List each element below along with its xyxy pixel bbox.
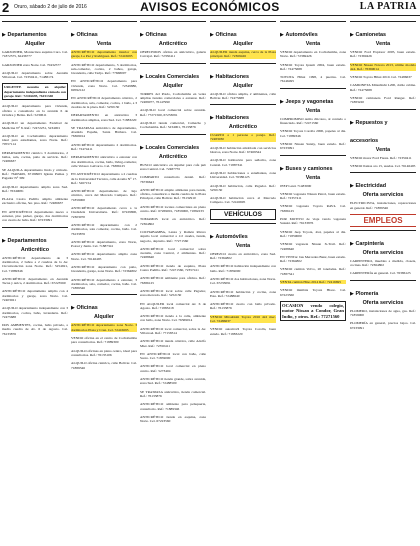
classified-ad: ANTICRÉTICO local comercial sobre avenida, zona Central, 2 ambientes. Ref.: 72488640 [140, 246, 206, 260]
classified-ad: ELECTRICISTA, instalaciones, reparaciones en general. Ref.: 71889346 [350, 201, 416, 210]
section-title: Repuestos y accesorios [350, 119, 388, 144]
classified-ad: DEPARTAMENTO en anticrético 3 dormitorios amplios, zona Sud. Cel. 71883220 [71, 113, 137, 122]
classified-ad: EN ANTICRÉTICO departamento nuevo a estrenar, piso parket, garaje, dos dormitorios con cuarto de baño. Ref.: 67233091 [2, 209, 68, 223]
classified-ad: ANTICRÉTICO locales comerciales en pleno centro. Ref.: 67269001, 71859000, 71882233 [140, 204, 206, 214]
classified-ad: ANTICRÉTICO departamento interior con garaje, La Paz y Rodríguez. Ref.: 72416695 [71, 50, 137, 59]
classified-ad: EN ANTICRÉTICO departamento céntrico, 2 dormitorios, sala, comedor, cocina, 1 baño, a 3 cuadras de la plaza. Ref.: 5250130 [71, 96, 137, 109]
section-heading [140, 63, 206, 89]
section-title: Automóviles [215, 233, 248, 240]
classified-ad: DOS AMBIENTES, cocina, baño privado, a media cuadra de Av. 6 de Agosto. Cel. 76133876 [2, 323, 68, 336]
classified-ad: VENDO departamento en Cochabamba, zona Norte. Ref.: 72369426 [280, 50, 346, 59]
section-title-row [280, 90, 346, 108]
classified-ad: ANTICRÉTICO amplio ambiente para tienda, oficina, consultorio a media cuadra de la Plaza Principal, calle Bolívar. Ref.: 76132910 [140, 187, 206, 201]
section-title: Habitaciones [215, 115, 249, 122]
classified-ad: VENDO vagoneta Nissan X-Trail. Ref.: 72488640 [280, 242, 346, 251]
section-subtitle: Alquiler [24, 41, 46, 47]
classified-ad: ANTICRÉTICO local comercial en pleno centro. Ref.: 5273404 [140, 364, 206, 373]
arrow-icon: ▶ [350, 240, 356, 247]
classified-ad: DEPARTAMENTO anticrético a estrenar con dos dormitorios, cocina, baño, living-comedor, calle Velasco Galvarro. Cel. 76386125 [71, 155, 137, 168]
classified-ad: ALQUILO habitaciones a estudiantes, zona Universidad. Cel. 76386125 [210, 170, 276, 180]
classified-ad: ALQUILO en Cochabamba departamento ideal para estudiantes, zona Norte. Ref.: 70557114 [2, 133, 68, 147]
section-title: Locales Comerciales [145, 73, 200, 80]
classified-ad: SE TRASPASA anticrético de departamento, Avenida España, Santa Bárbara. Cel. 76369014 [71, 125, 137, 139]
section-title: Automóviles [285, 32, 318, 38]
classified-ad: ANTICRÉTICO departamento, zona Norte, Potosí y Junín. Cel. 71887341 [71, 239, 137, 249]
classified-ad: OFREZCO cuarto en anticrético, zona Sud. Ref.: 72364802 [210, 251, 276, 261]
column-3 [140, 19, 206, 543]
section-title-row [2, 229, 68, 247]
classified-ad: VENDO Ford Explorer 2005, buen estado. Ref.: 72369426 [350, 50, 416, 59]
section-heading [210, 63, 276, 89]
section-heading [71, 294, 137, 320]
arrow-icon: ▶ [350, 119, 356, 126]
classified-ad: COMPROMISO Arma chicoteo, al contado o financiado. Ref.: 72471560 [280, 116, 346, 126]
classified-ad: ANTICRÉTICO local sobre calle Pagador, zona mercado. Ref.: 5252130 [140, 288, 206, 298]
newspaper-brand: LA PATRIA [359, 1, 417, 12]
section-title-row [350, 282, 416, 300]
section-subtitle: Anticrético [228, 124, 258, 131]
classified-ad: ANTICRÉTICO departamento con 2 dormitorios, sala comedor, cocina, baño. Cel. 76133876 [71, 222, 137, 236]
classified-ad: EN ALQUILER local comercial Av. 6 de Agosto. Ref.: 71883218 [140, 301, 206, 310]
section-heading [350, 280, 416, 306]
section-title: Camionetas [355, 32, 386, 38]
classified-ad: VENDO Nissan Sunny, buen estado. Ref.: 67233091 [280, 141, 346, 151]
classified-ad: ALQUILO tienda comercial, Camacho y Cochabamba. Ref.: 5234001, 76133876 [140, 121, 206, 130]
section-heading [140, 21, 206, 47]
column-4 [210, 19, 276, 543]
classified-ad: ANTICRÉTICO tienda a la calle, ambiente con baño, zona Norte. Cel. 76369014 [140, 314, 206, 323]
classified-ad: PLOMERO, instalaciones de agua, gas. Ref.: 71859000 [350, 308, 416, 318]
section-title-row [140, 65, 206, 83]
section-title: Oficinas [76, 305, 98, 312]
section-heading [280, 21, 346, 47]
classified-ad: ANTICRÉTICO departamento cerca a la Ciudadela Universitaria. Ref.: 67229800, 72303070 [71, 206, 137, 219]
classified-ad: VENDO Mitsubishi Toyota 2016 4x2 mec. Cel. 72486637 [210, 314, 276, 324]
classified-ad: SE ALQUILA departamento lindo y cómodo. Ref.: 76465469, 67199903 Iglesia Pumas y Pagador N° 309 [2, 167, 68, 181]
section-subtitle: Venta [305, 41, 321, 47]
arrow-icon: ▶ [280, 98, 286, 105]
section-title-row [210, 106, 276, 124]
classified-ad: ALQUILO oficina céntrica, calle Bolívar. Cel. 71889346 [71, 361, 137, 370]
classified-ad: VENDO motor Ford Fiesta. Ref.: 72350411 [350, 155, 412, 160]
classified-ad: ANTICRÉTICO ambiente para peluquería, consultorio. Ref.: 71889346 [140, 402, 206, 411]
page-title: AVISOS ECONÓMICOS [140, 0, 280, 14]
section-subtitle: Venta [235, 242, 251, 249]
arrow-icon: ▶ [140, 73, 146, 80]
classified-ad: ANTICRÉTICO local comercial, sobre la Av. Villarroel. Ref.: 77158314 [140, 326, 206, 335]
section-title: Departamentos [7, 237, 47, 244]
classified-ad: POR MOTIVO de viaje vendo vagoneta Suzuki. Ref.: 76133876 [280, 217, 346, 226]
classified-ad: ALQUILO departamento para vivienda, oficina o consultorio en la avenida 6 de Octubre y Belzu. Ref.: 5230611 [2, 104, 68, 117]
arrow-icon: ▶ [140, 32, 146, 38]
classified-ad: ANTICRÉTICO ambiente para oficina. Ref.: 76386125 [140, 276, 206, 285]
classified-ad: SE TRASPASA anticrético, tienda comercial. Ref.: 76133876 [140, 389, 206, 398]
section-title-row [350, 174, 416, 192]
arrow-icon: ▶ [140, 144, 146, 151]
page-number: 2 [2, 0, 10, 15]
classified-ad: PLOMERÍA en general, precios bajos. Cel. 67233091 [350, 321, 416, 330]
arrow-icon: ▶ [350, 32, 356, 38]
classified-ad: ANTICRÉTICO departamento con patio, lavandería, garaje, zona Norte. Ref.: 72364802 [71, 264, 137, 274]
section-subtitle: Alquiler [93, 314, 115, 321]
arrow-icon: ▶ [350, 183, 356, 190]
section-subtitle: Alquiler [232, 82, 254, 89]
classified-ad: VENDO oficina en el centro de Cochabamba para consultorios. Ref.: 71889300 [71, 336, 137, 345]
section-title-row [350, 232, 416, 250]
classified-ad: ALQUILO habitación cerca al Mercado Campero. Cel. 72416695 [210, 196, 276, 205]
arrow-icon: ▶ [71, 32, 77, 38]
classified-ad: ALQUILO habitación para señorita, zona Central. Cel. 71887341 [210, 158, 276, 167]
classified-ad: VENDO Toyota Hilux 2010. Cel. 72486637 [350, 75, 412, 80]
section-title: Departamentos [7, 32, 47, 38]
classified-ad: CARPINTERÍA en general. Cel. 76386125 [350, 271, 411, 276]
classified-ad: COMPARTO consultorio dental. Ref.: 76736643 [140, 175, 206, 184]
classified-ad: URGENTE necesito en alquiler departamento independiente cómodo con garaje. Ref.: 72416695, 76151340 [2, 83, 68, 100]
section-title: Oficinas [145, 32, 167, 38]
section-subtitle: Oferta servicios [362, 192, 404, 199]
section-title-row [280, 23, 346, 41]
classified-ad: ALQUILO departamento independiente con 3 dormitorios, cocina, baño, lavandería. Ref.: 72475688 [2, 306, 68, 319]
section-title-row [350, 111, 416, 147]
classified-ad: ANTICRÉTICO departamento zona Norte. 3 dormitorios Plaza y Cruz. Cel. 72416695 [71, 323, 137, 332]
section-heading [210, 21, 276, 47]
classified-ad: PLAZA Castro Padilla amplio ambiente exclusivo oficina, 3er. piso. Ref.: 72486637 [2, 197, 68, 206]
section-title-row [71, 23, 137, 41]
section-subtitle: Anticrético [20, 246, 50, 253]
section-title-row [71, 296, 137, 314]
section-subtitle: Venta [375, 41, 391, 47]
page-date: Oruro, sábado 2 de julio de 2016 [14, 4, 87, 10]
arrow-icon: ▶ [350, 290, 356, 297]
featured-ad: OCASION vendo colegio, motor Nissan a Condor, Gran Indio, y otros. Ref.: 77271560 [280, 301, 346, 321]
section-title: Carpintería [355, 240, 384, 247]
section-subtitle: Alquiler [232, 41, 254, 47]
classified-ad: EN ANTICRÉTICO departamento a 2 cuadras de la Universidad Técnica, calle Aroma N° 17. Ref.: 5267154 [71, 172, 137, 185]
classified-ad: ANTICRÉTICO departamento 2 dormitorios. Ref.: 72474411 [71, 142, 137, 152]
classified-ad: ANTICRÉTICO departamento en Avenida Tacna y Arica, 2 dormitorios. Ref.: 67223560 [2, 276, 68, 286]
section-subtitle: Oferta servicios [362, 299, 404, 306]
section-title: Jeeps y vagonetas [285, 98, 334, 105]
classified-ad: ANTICRÉTICO cuarto con baño privado. Ref.: 76133876 [210, 302, 276, 311]
section-heading [210, 104, 276, 130]
section-title-row [140, 23, 206, 41]
section-subtitle: Venta [305, 174, 321, 181]
classified-ad: VENDO automóvil Toyota Corolla, buen estado. Ref.: 71883220 [210, 327, 276, 336]
classified-ad: ANTICRÉTICO tienda de esquina, Plaza Castro Padilla. Ref.: 72471560, 72357411 [140, 263, 206, 273]
classified-ad: ANTICRÉTICO departamento amplio zona Norte. Cel. 76146495 [71, 252, 137, 261]
classified-ad: BUSCO anticrético en alquiler para cafe pub zona Central. Cel. 72487755 [140, 162, 206, 171]
classified-ad: ALQUILO local comercial sobre avenida. Ref.: 77271560, 67233091 [140, 108, 206, 117]
classified-ad: ALQUILO habitación amoblada con servicios básicos, zona Norte. Ref.: 67469344 [210, 145, 276, 155]
section-subtitle: Venta [305, 107, 321, 114]
classified-ad: VENDO Toyota Ipsum 2004, buen estado. Ref.: 72475688 [280, 62, 346, 71]
classified-ad: ANTICRÉTICO tienda grande, sobre avenida, zona Sud. Ref.: 72488500 [140, 377, 206, 386]
classified-ad: ALQUILO un departamento Facultad de Medicina N° 8. Ref.: 72472231, 5234001 [2, 121, 68, 130]
column-5 [280, 19, 346, 543]
section-title-row [210, 23, 276, 41]
classified-ad: ANTICRÉTICO departamento de lujo céntrico, cerca del Mercado Campero. Ref.: 71859000 [71, 189, 137, 202]
section-subtitle: Alquiler [162, 82, 184, 89]
classified-ad: VENDO minibús Toyota Hiace. Cel. 67223560 [280, 288, 346, 297]
classified-ad: EN ANTICRÉTICO local con baño, calle Sucre. Cel. 71859000 [140, 351, 206, 361]
classified-ad: TORRES del Prado, Cochabamba en venta amplias tiendas comerciales a estrenar. Ref.: 72489077, 76147990 [140, 91, 206, 105]
classified-ad: CARPINTERO, muebles a medida, closets, cocinas. Ref.: 72364802 [350, 258, 416, 268]
empleos-banner: EMPLEOS [350, 214, 416, 227]
section-heading [2, 21, 68, 47]
arrow-icon: ▶ [210, 73, 216, 80]
classified-ad: GARZONIER zona Norte. Cel. 70432577 [2, 62, 61, 67]
classified-ad: VENDO Toyota Corolla 2000, papeles al día. Cel. 71889346 [280, 129, 346, 138]
classified-ad: ANTICRÉTICO tienda céntrica, calle Adolfo Mier. Ref.: 72350411 [140, 339, 206, 348]
section-title-row [210, 225, 276, 243]
classified-ad: COCHABAMBA, Lanza y Ramón Rivero alquilo local comercial a 1/2 cuadra, tienda, negocio, depósito. Ref.: 77271560 [140, 229, 206, 243]
section-title-row [210, 65, 276, 83]
classified-ad: GARZONIER, Montecinos esquina Caro. Cel. 71872575, 62436777 [2, 50, 68, 59]
arrow-icon: ▶ [280, 32, 286, 38]
section-subtitle: Venta [96, 41, 112, 47]
section-subtitle: Venta [375, 146, 391, 153]
classified-ad: VENDO Nissan Navara 2013, ultimo modelo 4x4. Ref.: 76369014 [350, 62, 416, 71]
classified-ad: ANTICRÉTICO habitación independiente con baño. Ref.: 71859000 [210, 264, 276, 273]
arrow-icon: ▶ [210, 233, 216, 240]
section-subtitle: Anticrético [158, 153, 188, 160]
classified-ad: ANTICRÉTICO tienda en esquina, zona Norte. Cel. 67223560 [140, 414, 206, 424]
classified-ad: ALQUILO oficina amplia, 2 ambientes, calle Bolívar. Ref.: 72475688 [210, 91, 276, 100]
section-title-row [280, 157, 346, 175]
section-title-row [350, 23, 416, 41]
classified-ad: EN VENTA: bus Mercedes Benz, buen estado. Ref.: 72364802 [280, 254, 346, 264]
section-subtitle: Anticrético [158, 41, 188, 47]
classified-ad: ANTICRÉTICO departamento, 3 dormitorios, sala-comedor, cocina, 2 baños, garaje, lavandería, calle Tarija. Ref.: 77668007 [71, 62, 137, 76]
section-heading [280, 88, 346, 114]
arrow-icon: ▶ [210, 115, 216, 122]
section-title-row [140, 136, 206, 154]
classified-ad: ALQUILO habitación, calle Pagador. Ref.: 5250130 [210, 183, 276, 192]
section-heading [350, 109, 416, 153]
section-title: Locales Comerciales [145, 144, 200, 151]
arrow-icon: ▶ [2, 32, 8, 38]
classified-ad: ALQUILO departamento sobre Avenida Villarroel. Cel. 72350411, 71488174 [2, 70, 68, 80]
classified-ad: VENTA camión Hino 2014 Ref.: 72416695 [280, 280, 346, 284]
section-title: Habitaciones [215, 73, 249, 80]
classified-ad: ANTICRÉTICO habitación y cocina, zona Este. Ref.: 72488640 [210, 289, 276, 298]
arrow-icon: ▶ [210, 32, 216, 38]
section-heading [350, 21, 416, 47]
vehiculos-banner: VEHÍCULOS [210, 209, 276, 220]
classified-ad: VENDO camioneta Ford Ranger. Ref.: 71883220 [350, 96, 416, 105]
column-1 [2, 19, 68, 543]
section-subtitle: Oferta servicios [362, 249, 404, 256]
arrow-icon: ▶ [280, 165, 286, 172]
section-title: Plomería [355, 290, 379, 297]
classified-ad: TOMAMOS local en anticrético. Ref.: 72364802 [140, 217, 206, 226]
classified-ad: DEPARTAMENTO céntrico 3 dormitorios, 2 baños, sala, cocina, patio de servicio. Ref.: 72486637 [2, 150, 68, 164]
section-title-row [2, 23, 68, 41]
classified-ad: VENDO llantas aro 15, usadas. Cel. 76146495 [350, 163, 416, 168]
classified-ad: CAMIONETA Mitsubishi L200, doble cabina. Ref.: 72475688 [350, 83, 416, 92]
section-title: Oficinas [76, 32, 98, 38]
classified-ad: ANTICRÉTICO departamento a estrenar, 3 dormitorios, sala, comedor, cocina, baño. Cel. 71889346 [71, 277, 137, 291]
classified-ad: ANTICRÉTICO departamento de 3 dormitorios, 2 baños a 2 cuadras de la Av. Circunvalación zona Norte. Ref.: 5254921, Cel. 71889346 [2, 255, 68, 273]
section-heading [71, 21, 137, 47]
classified-ad: ANTICRÉTICO departamento amplio con 4 dormitorios y garaje, zona Norte. Cel. 72403021 [2, 289, 68, 302]
classified-ad: VENDO camión Volvo, 20 toneladas. Ref.: 71887341 [280, 267, 346, 276]
classified-ad: EN ANTICRÉTICO departamento para vivienda, zona Norte. Cel. 72349880, 69592122 [71, 79, 137, 93]
classified-ad: CUARTO a 1 persona o pareja. Ref.: 72483030 [210, 133, 276, 142]
classified-ad: ANTICRÉTICO dos habitaciones, zona Norte. Cel. 67233091 [210, 276, 276, 286]
classified-ad: ALQUILO oficinas en pleno centro, ideal para consultorios. Ref.: 76135106 [71, 348, 137, 357]
classified-ad: VENDO Jeep Toyota, 4x4, papeles al día. Ref.: 71859000 [280, 229, 346, 238]
column-6 [350, 19, 416, 543]
section-title: Buses y camiones [285, 165, 333, 172]
classified-ad: OFRECEMOS oficina en anticrético, galería Carvajal. Ref.: 72350411 [140, 50, 206, 59]
page-header [0, 0, 420, 16]
classified-ad: JEEP Land. 71483000 [280, 183, 312, 188]
section-heading [2, 227, 68, 253]
section-heading [140, 134, 206, 160]
column-2 [71, 19, 137, 543]
section-heading [350, 172, 416, 198]
classified-ad: VENDO vagoneta Toyota RAV4. Cel. 76386125 [280, 204, 346, 213]
section-heading [210, 223, 276, 249]
section-title: Oficinas [215, 32, 237, 38]
classified-ad: ALQUILER tienda esquina, cerca de la Plaza principal. Ref.: 72369426 [210, 50, 276, 59]
arrow-icon: ▶ [2, 237, 8, 244]
section-heading [280, 155, 346, 181]
classified-ad: TOYOTA Hilux 1998, 4 puertas. Cel. 76146495 [280, 75, 346, 84]
classified-ad: ALQUILO departamento amplio zona Sud. Ref.: 76349081 [2, 184, 68, 193]
arrow-icon: ▶ [71, 305, 77, 312]
section-heading [350, 230, 416, 256]
classified-ad: VENDO vagoneta Nissan Patrol, buen estado. Ref.: 72357411 [280, 191, 346, 201]
section-title: Electricidad [355, 183, 386, 190]
